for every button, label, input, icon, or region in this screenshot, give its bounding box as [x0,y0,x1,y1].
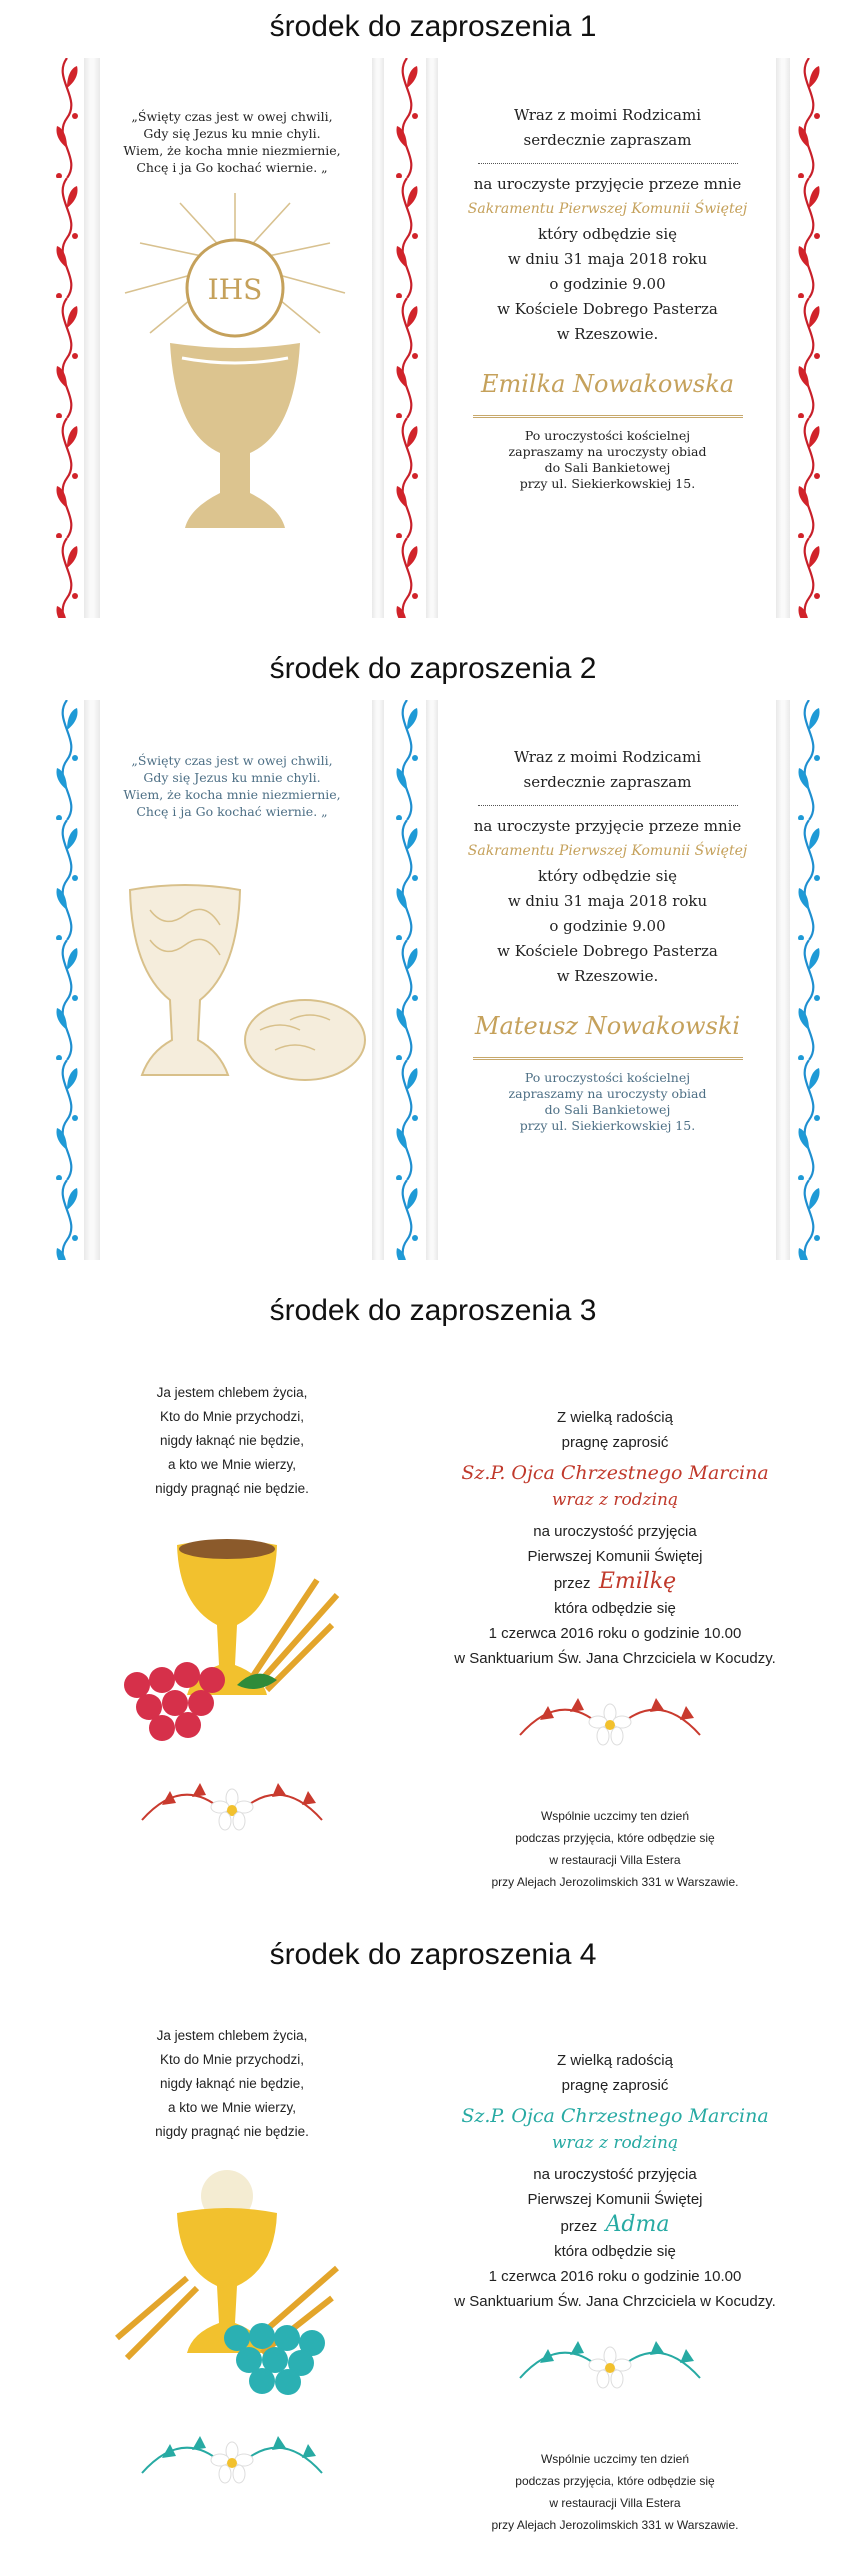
ihs-monogram: IHS [207,273,263,306]
invite-line: Z wielką radością [557,1409,673,1426]
invitation-panel-3 [52,1345,824,1905]
chalice-host-illustration [120,193,350,553]
invite-line: na uroczystość przyjęcia [533,1523,697,1540]
church-line: w Sanktuarium Św. Jana Chrzciciela w Kocudzy. [454,1650,776,1667]
reception-text [450,2448,780,2536]
reception-text [450,1805,780,1893]
floral-border-right [794,58,824,618]
invite-line: Pierwszej Komunii Świętej [527,2191,703,2208]
church-line: w Sanktuarium Św. Jana Chrzciciela w Kocudzy. [454,2293,776,2310]
time-line: o godzinie 9.00 [549,917,666,935]
invite-line: Pierwszej Komunii Świętej [527,1548,703,1565]
poem-line: Wiem, że kocha mnie niezmiernie, [123,143,341,158]
poem-block [112,2024,352,2144]
floral-border-center [392,700,422,1260]
reception-line: w restauracji Villa Estera [549,1853,681,1867]
guest-family: wraz z rodziną [551,1490,679,1510]
poem-line: Chcę i ja Go kochać wiernie. „ [136,804,328,819]
date-line: w dniu 31 maja 2018 roku [507,892,708,910]
poem-line: a kto we Mnie wierzy, [167,1457,297,1472]
poem-line: „Święty czas jest w owej chwili, [131,109,333,124]
invitation-text [450,745,765,1134]
poem-block [112,1381,352,1501]
invitation-text [450,2048,780,2314]
flower-ornament [510,2333,710,2393]
reception-line: przy ul. Siekierkowskiej 15. [519,1118,696,1133]
invitation-text [450,103,765,492]
invite-line: pragnę zaprosić [561,1434,669,1451]
poem-line: Kto do Mnie przychodzi, [159,2052,305,2067]
chalice-grapes-illustration [97,1535,357,1755]
poem-line: Wiem, że kocha mnie niezmiernie, [123,787,341,802]
poem-line: Kto do Mnie przychodzi, [159,1409,305,1424]
chalice-bread-illustration [110,880,370,1110]
child-name: Emilka Nowakowska [480,370,735,398]
invite-line: Wraz z moimi Rodzicami [513,748,702,766]
poem-line: nigdy łaknąć nie będzie, [159,1433,305,1448]
poem-line: „Święty czas jest w owej chwili, [131,753,333,768]
floral-border-left [52,58,82,618]
date-line: 1 czerwca 2016 roku o godzinie 10.00 [488,1625,742,1642]
reception-line: w restauracji Villa Estera [549,2496,681,2510]
poem-line: Gdy się Jezus ku mnie chyli. [143,770,321,785]
reception-line: podczas przyjęcia, które odbędzie się [515,2474,715,2488]
invitation-panel-1 [52,58,824,618]
chalice-host-grapes-illustration [97,2168,357,2398]
przez-label: przez [560,2218,598,2235]
poem-line: nigdy pragnąć nie będzie. [155,2124,309,2139]
date-line: w dniu 31 maja 2018 roku [507,250,708,268]
reception-line: Po uroczystości kościelnej [524,1070,691,1085]
reception-line: do Sali Bankietowej [544,1102,671,1117]
invitation-panel-4 [52,1988,824,2558]
poem-line: nigdy łaknąć nie będzie, [159,2076,305,2091]
reception-line: zapraszamy na uroczysty obiad [508,444,707,459]
reception-line: zapraszamy na uroczysty obiad [508,1086,707,1101]
przez-label: przez [553,1575,591,1592]
invite-line: na uroczystość przyjęcia [533,2166,697,2183]
reception-line: Wspólnie uczcimy ten dzień [540,1809,690,1823]
section-heading-1: środek do zaproszenia 1 [269,10,597,43]
flower-ornament [510,1690,710,1750]
child-name: Mateusz Nowakowski [474,1012,741,1040]
przez-line [450,2212,780,2239]
sacrament-line: Sakramentu Pierwszej Komunii Świętej [467,843,748,859]
flower-ornament [132,2428,332,2488]
reception-line: przy Alejach Jerozolimskich 331 w Warszawie. [491,2518,739,2532]
guest-family: wraz z rodziną [551,2133,679,2153]
child-name: Adma [605,2212,670,2237]
invite-line: pragnę zaprosić [561,2077,669,2094]
reception-line: Wspólnie uczcimy ten dzień [540,2452,690,2466]
invite-line: Z wielką radością [557,2052,673,2069]
reception-line: przy Alejach Jerozolimskich 331 w Warszawie. [491,1875,739,1889]
reception-line: Po uroczystości kościelnej [524,428,691,443]
guest-name: Sz.P. Ojca Chrzestnego Marcina [461,2105,769,2127]
invite-line: na uroczyste przyjęcie przeze mnie [473,175,742,193]
poem-line: Gdy się Jezus ku mnie chyli. [143,126,321,141]
floral-border-left [52,700,82,1260]
poem-block [112,752,352,820]
time-line: o godzinie 9.00 [549,275,666,293]
poem-line: Ja jestem chlebem życia, [156,2028,308,2043]
invite-line: która odbędzie się [554,1600,676,1617]
poem-line: Ja jestem chlebem życia, [156,1385,308,1400]
poem-line: Chcę i ja Go kochać wiernie. „ [136,160,328,175]
city-line: w Rzeszowie. [556,325,659,343]
invite-line: który odbędzie się [538,225,677,243]
guest-name: Sz.P. Ojca Chrzestnego Marcina [461,1462,769,1484]
poem-block [112,108,352,176]
invite-line: na uroczyste przyjęcie przeze mnie [473,817,742,835]
city-line: w Rzeszowie. [556,967,659,985]
invitation-text [450,1405,780,1671]
floral-border-right [794,700,824,1260]
przez-line [450,1569,780,1596]
flower-ornament [132,1775,332,1835]
invite-line: serdecznie zapraszam [523,131,692,149]
reception-line: do Sali Bankietowej [544,460,671,475]
reception-line: przy ul. Siekierkowskiej 15. [519,476,696,491]
reception-line: podczas przyjęcia, które odbędzie się [515,1831,715,1845]
date-line: 1 czerwca 2016 roku o godzinie 10.00 [488,2268,742,2285]
sacrament-line: Sakramentu Pierwszej Komunii Świętej [467,201,748,217]
invite-line: która odbędzie się [554,2243,676,2260]
section-heading-2: środek do zaproszenia 2 [269,652,597,685]
floral-border-center [392,58,422,618]
section-heading-4: środek do zaproszenia 4 [269,1938,597,1971]
invitation-panel-2 [52,700,824,1260]
church-line: w Kościele Dobrego Pasterza [497,942,718,960]
section-heading-3: środek do zaproszenia 3 [269,1294,597,1327]
invite-line: Wraz z moimi Rodzicami [513,106,702,124]
child-name: Emilkę [598,1569,677,1594]
poem-line: a kto we Mnie wierzy, [167,2100,297,2115]
invite-line: który odbędzie się [538,867,677,885]
church-line: w Kościele Dobrego Pasterza [497,300,718,318]
poem-line: nigdy pragnąć nie będzie. [155,1481,309,1496]
invite-line: serdecznie zapraszam [523,773,692,791]
